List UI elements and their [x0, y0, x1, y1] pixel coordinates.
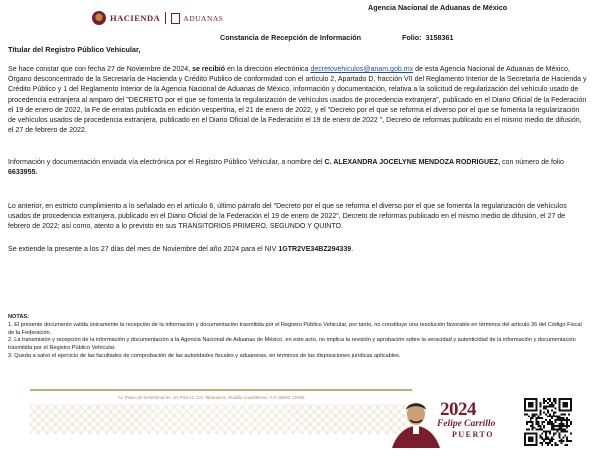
paragraph-niv	[8, 245, 588, 255]
note-item: 3. Queda a salvo el ejercicio de las facultades de comprobación de las autoridades fiscales y aduaneras, en términos de las disposiciones jurídicas aplicables.	[8, 352, 401, 359]
footer-address: Av. Paseo de la Reforma No. 10, Piso 22, Col. Tabacalera, Alcaldía Cuauhtémoc, C.P. 06030, CDMX.	[118, 395, 306, 400]
aduanas-mark-icon	[171, 13, 180, 24]
p1-text-a: Se hace constar que con fecha 27 de Noviembre de 2024,	[8, 66, 193, 73]
folio	[402, 33, 454, 42]
footer-divider	[30, 389, 412, 391]
p1-received: se recibió	[192, 66, 226, 73]
notes-section	[8, 314, 588, 361]
agency-name: Agencia Nacional de Aduanas de México	[368, 3, 508, 12]
p1-text-c: en la dirección electrónica	[225, 66, 311, 73]
badge-name-line-1: Felipe Carrillo	[437, 419, 496, 429]
document-title: Constancia de Recepción de Información	[220, 33, 361, 42]
folio-label: Folio:	[402, 33, 422, 42]
applicant-name: C. ALEXANDRA JOCELYNE MENDOZA RODRIGUEZ,	[324, 159, 501, 166]
p2-text-a: Información y documentación enviada vía electrónica por el Registro Público Vehicular, a nombre del	[8, 159, 325, 166]
paragraph-reception	[8, 65, 588, 136]
badge-name-line-2: PUERTO	[452, 430, 494, 439]
badge-year: 2024	[440, 399, 476, 420]
applicant-folio: 6633955.	[8, 169, 38, 177]
niv-number: 1GTR2VE34BZ294339	[278, 246, 352, 253]
government-logo	[92, 10, 223, 26]
paragraph-legal-basis: Lo anterior, en estricto cumplimiento a lo señalado en el artículo 6, último párrafo del "Decreto por el que se reforma el diverso por el que se fomenta la regularización de vehículos usados de procedencia extranjera, publicado en el Diario Oficial de la Federación el 19 de enero de 2022", Decreto de reformas publicado en el mismo medio de difusión, el 27 de febrero de 2022; así como, atento a lo previsto en sus TRANSITORIOS PRIMERO, SEGUNDO Y QUINTO.	[8, 203, 567, 231]
p2-text-b: con número de folio	[500, 159, 564, 166]
paragraph-applicant	[8, 158, 588, 178]
p4-text-a: Se extiende la presente a los 27 días del mes de Noviembre del año 2024 para el NIV	[8, 246, 279, 253]
footer-pattern	[30, 404, 412, 434]
portrait-icon	[392, 396, 440, 448]
folio-value: 3158361	[425, 33, 454, 42]
note-item: 2. La transmisión y recepción de la información y documentación a la Agencia Nacional de Aduanas de México, en este acto, no implica la revisión y aprobación sobre la veracidad y autenticidad de la información y documentación trasmitida por el Registro Público Vehicular.	[8, 337, 576, 352]
addressee: Titular del Registro Público Vehicular,	[8, 45, 141, 54]
eagle-seal-icon	[92, 11, 106, 25]
p1-text-d: de esta Agencia Nacional de Aduanas de México, Órgano desconcentrado de la Secretaría de Hacienda y Crédito Publico de conformidad con el artículo 2, Apartado D, fracción VII del Reglamento Interior de la Secretaría de Hacienda y Crédito Público y 1 del Reglamento Interior de la Agencia Nacional de Aduanas de México, información y documentación, relativa a la solicitud de regularización del vehículo usado de procedencia extranjera al amparo del "DECRETO por el que se fomenta la regularización de vehículos usados de procedencia extranjera", publicado en el Diario Oficial de la Federación el 19 de enero de 2022, la Fe de erratas publicada en edición vespertina, el 21 de enero de 2022, y el "Decreto por el que se reforma el diverso por el que se fomenta la regularización de vehículos usados de procedencia extranjera, publicado en el Diario Oficial de la Federación el 19 de enero de 2022 ", Decreto de reformas publicado en el mismo medio de difusión, el 27 de febrero de 2022.	[8, 66, 587, 135]
p4-text-b: .	[351, 246, 354, 253]
notes-title: NOTAS:	[8, 314, 30, 320]
note-item: 1. El presente documento valida únicamente la recepción de la información y documentación trasmitida por el Registro Público Vehicular, por tanto, no constituye una resolución favorable en términos del artículo 36 del Código Fiscal de la Federación.	[8, 321, 582, 336]
qr-code-icon	[524, 398, 572, 446]
hacienda-logo-text: HACIENDA	[110, 13, 161, 23]
logo-divider	[165, 12, 166, 24]
aduanas-logo-text: ADUANAS	[183, 13, 224, 23]
email-link[interactable]: decretovehiculos@anam.gob.mx	[310, 66, 414, 73]
